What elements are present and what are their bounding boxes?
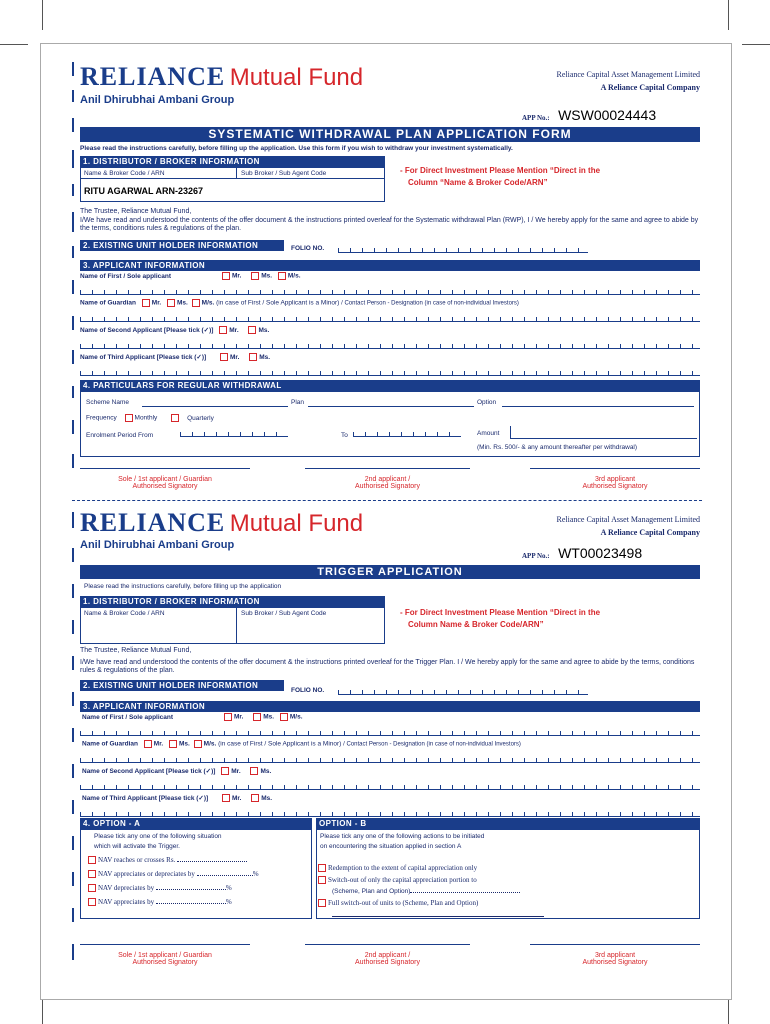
margin-mark — [72, 800, 74, 814]
margin-mark — [72, 316, 74, 330]
plan-input[interactable] — [308, 406, 474, 407]
margin-mark — [72, 944, 74, 960]
third-applicant-input[interactable] — [80, 367, 700, 376]
scheme-label: Scheme Name — [86, 399, 129, 406]
ms-label: Ms. — [177, 299, 188, 307]
logo-product: Mutual Fund — [229, 510, 364, 537]
checkbox[interactable] — [224, 713, 232, 721]
option-b-label: Redemption to the extent of capital appreciation only — [328, 864, 478, 872]
direct-note: - For Direct Investment Please Mention “Direct in the — [400, 608, 601, 617]
checkbox[interactable] — [125, 414, 133, 422]
checkbox[interactable] — [88, 898, 96, 906]
trigger-sec3-header: 3. APPLICANT INFORMATION — [80, 701, 700, 712]
direct-note: Column Name & Broker Code/ARN” — [408, 620, 544, 629]
option-b-item[interactable] — [318, 899, 478, 907]
margin-mark — [72, 656, 74, 670]
frequency-row — [86, 414, 214, 422]
checkbox[interactable] — [249, 353, 257, 361]
option-a-item[interactable] — [88, 870, 259, 878]
option-a-label: NAV depreciates by — [98, 884, 155, 892]
guardian-note: (in case of First / Sole Applicant is a Minor) — [216, 299, 340, 307]
crop-mark — [728, 1000, 729, 1024]
signature-2 — [305, 476, 470, 490]
checkbox[interactable] — [220, 353, 228, 361]
swp-sec3-header: 3. APPLICANT INFORMATION — [80, 260, 700, 271]
margin-mark — [72, 212, 74, 232]
logo-product: Mutual Fund — [229, 64, 364, 91]
checkbox[interactable] — [222, 272, 230, 280]
checkbox[interactable] — [88, 856, 96, 864]
signature-3 — [530, 952, 700, 966]
logo-brand: RELIANCE — [80, 62, 226, 91]
trigger-instruction: Please read the instructions carefully, before filling up the application — [84, 583, 282, 590]
company-sub: A Reliance Capital Company — [600, 83, 700, 92]
ms-label: Ms. — [261, 272, 273, 280]
option-b-label: (Scheme, Plan and Option) — [332, 888, 411, 895]
sig3-label: 3rd applicant — [594, 952, 636, 959]
mr-label: Mr. — [234, 713, 244, 721]
swp-sec2-header: 2. EXISTING UNIT HOLDER INFORMATION — [80, 240, 284, 251]
margin-mark — [72, 512, 74, 528]
margin-mark — [72, 420, 74, 434]
trigger-sec1-header: 1. DISTRIBUTOR / BROKER INFORMATION — [80, 596, 385, 607]
ms-label: Ms. — [261, 795, 273, 802]
ms-label: Ms. — [258, 327, 270, 334]
to-label: To — [341, 432, 348, 439]
checkbox[interactable] — [221, 767, 229, 775]
crop-mark — [742, 44, 770, 45]
amount-label: Amount — [477, 430, 500, 437]
swp-app-number — [522, 107, 656, 125]
first-applicant-input[interactable] — [80, 286, 700, 295]
margin-mark — [72, 90, 74, 102]
folio-input[interactable] — [338, 686, 588, 695]
margin-mark — [72, 908, 74, 922]
margin-mark — [72, 728, 74, 742]
checkbox[interactable] — [318, 864, 326, 872]
option-a-desc: which will activate the Trigger. — [94, 843, 180, 850]
checkbox[interactable] — [169, 740, 177, 748]
checkbox[interactable] — [251, 794, 259, 802]
sub-broker-col-label: Sub Broker / Sub Agent Code — [241, 170, 327, 177]
swp-sec1-header: 1. DISTRIBUTOR / BROKER INFORMATION — [80, 156, 385, 167]
checkbox[interactable] — [318, 899, 326, 907]
divider — [81, 178, 384, 179]
option-a-desc: Please tick any one of the following situation — [94, 833, 222, 840]
declaration: I/We have read and understood the contents of the offer document & the instructions printed overleaf for the Systematic withdrawal Plan (RWP), I / We hereby apply for the same and agree to abide by the terms, conditions rules & regulations of the plan. — [80, 217, 699, 232]
folio-input[interactable] — [338, 244, 588, 253]
margin-mark — [72, 118, 74, 132]
option-a-item[interactable] — [88, 898, 232, 906]
trigger-broker-box — [80, 607, 385, 644]
second-applicant-input[interactable] — [80, 781, 700, 790]
signature-3 — [530, 476, 700, 490]
margin-mark — [72, 872, 74, 886]
divider — [236, 608, 237, 643]
mr-label: Mr. — [232, 272, 242, 280]
option-a-label: NAV appreciates or depreciates by — [98, 870, 195, 878]
second-applicant-input[interactable] — [80, 340, 700, 349]
guardian-input[interactable] — [80, 754, 700, 763]
app-no-value: WSW00024443 — [558, 107, 657, 123]
ms-label: Ms. — [179, 740, 190, 748]
guardian-input[interactable] — [80, 313, 700, 322]
option-b-desc: Please tick any one of the following actions to be initiated — [320, 833, 485, 840]
guardian-note: (in case of First / Sole Applicant is a Minor) — [218, 740, 342, 748]
reliance-logo — [80, 508, 363, 538]
checkbox[interactable] — [192, 299, 200, 307]
sig3-sub: Authorised Signatory — [582, 959, 648, 966]
swp-title: SYSTEMATIC WITHDRAWAL PLAN APPLICATION FORM — [80, 127, 700, 142]
enrolment-from-input[interactable] — [180, 428, 288, 437]
third-applicant-row — [80, 353, 270, 361]
logo-group: Anil Dhirubhai Ambani Group — [80, 539, 235, 551]
broker-col-label: Name & Broker Code / ARN — [84, 610, 165, 617]
option-b-label: Full switch-out of units to (Scheme, Plan and Option) — [328, 899, 479, 907]
app-no-value: WT00023498 — [558, 545, 643, 561]
option-a-blank[interactable] — [156, 889, 226, 890]
enrolment-label: Enrolment Period From — [86, 432, 154, 439]
plan-label: Plan — [291, 399, 305, 406]
title-choices[interactable] — [222, 272, 301, 280]
swp-sec4-header: 4. PARTICULARS FOR REGULAR WITHDRAWAL — [80, 380, 700, 391]
option-label: Option — [477, 399, 497, 406]
option-b-label: Switch-out of only the capital appreciation portion to — [328, 876, 477, 884]
checkbox[interactable] — [278, 272, 286, 280]
quarterly-label: Quarterly — [187, 414, 214, 422]
trigger-sec2-header: 2. EXISTING UNIT HOLDER INFORMATION — [80, 680, 284, 691]
divider — [236, 168, 237, 178]
company-name: Reliance Capital Asset Management Limited — [556, 515, 700, 524]
checkbox[interactable] — [250, 767, 258, 775]
option-b-item2-cont — [332, 888, 520, 895]
scheme-input[interactable] — [142, 406, 288, 407]
mr-label: Mr. — [232, 795, 242, 802]
margin-mark — [72, 184, 74, 196]
percent-suffix: % — [252, 870, 259, 878]
mrs-label: M/s. — [287, 272, 301, 280]
ms-label: Ms. — [263, 713, 275, 721]
checkbox[interactable] — [248, 326, 256, 334]
ms-label: Ms. — [259, 354, 271, 361]
second-applicant-label: Name of Second Applicant [Please tick (✓)] — [80, 327, 214, 334]
margin-mark — [72, 620, 74, 634]
crop-mark — [42, 0, 43, 30]
first-applicant-label: Name of First / Sole applicant — [80, 273, 172, 280]
company-name: Reliance Capital Asset Management Limited — [556, 70, 700, 79]
first-applicant-input[interactable] — [80, 727, 700, 736]
app-label: APP No.: — [522, 114, 550, 122]
option-input[interactable] — [502, 406, 694, 407]
mr-label: Mr. — [151, 299, 162, 307]
margin-mark — [72, 150, 74, 168]
sig2-sub: Authorised Signatory — [355, 483, 420, 490]
checkbox[interactable] — [219, 326, 227, 334]
margin-mark — [72, 836, 74, 850]
option-a-label: NAV reaches or crosses Rs. — [98, 856, 176, 864]
sig2-label: 2nd applicant / — [364, 476, 411, 483]
sig3-sub: Authorised Signatory — [582, 483, 648, 490]
monthly-label: Monthly — [134, 414, 158, 422]
mrs-label: M/s. — [201, 299, 215, 307]
option-a-item[interactable] — [88, 884, 232, 892]
percent-suffix: % — [225, 884, 232, 892]
margin-mark — [72, 62, 74, 76]
margin-mark — [72, 454, 74, 468]
margin-mark — [72, 548, 74, 562]
margin-mark — [72, 692, 74, 706]
swp-instruction: Please read the instructions carefully, before filling up the application. Use this form if you wish to withdraw your investment systematically. — [80, 145, 513, 152]
checkbox[interactable] — [253, 713, 261, 721]
company-sub: A Reliance Capital Company — [600, 528, 700, 537]
option-b-blank[interactable] — [410, 892, 520, 893]
margin-mark — [72, 386, 74, 398]
guardian-label: Name of Guardian — [80, 299, 136, 307]
enrolment-to-input[interactable] — [353, 428, 461, 437]
trustee-line: The Trustee, Reliance Mutual Fund, — [80, 647, 192, 654]
third-applicant-label: Name of Third Applicant [Please tick (✓)] — [82, 795, 209, 802]
sig1-sub: Authorised Signatory — [132, 483, 198, 490]
ms-label: Ms. — [260, 768, 272, 775]
margin-mark — [72, 584, 74, 598]
title-choices[interactable] — [224, 713, 303, 721]
option-a-blank[interactable] — [177, 861, 247, 862]
broker-col-label: Name & Broker Code / ARN — [84, 170, 165, 177]
option-b-blank[interactable] — [332, 916, 544, 917]
trustee-line: The Trustee, Reliance Mutual Fund, — [80, 208, 192, 215]
cut-line — [72, 500, 702, 501]
signature-1 — [80, 952, 250, 966]
signature-line — [305, 944, 470, 945]
option-a-label: NAV appreciates by — [98, 898, 155, 906]
mr-label: Mr. — [229, 327, 239, 334]
swp-broker-box — [80, 167, 385, 202]
checkbox[interactable] — [222, 794, 230, 802]
guardian-row — [80, 299, 519, 307]
sig1-label: Sole / 1st applicant / Guardian — [118, 952, 212, 959]
option-a-blank[interactable] — [197, 875, 253, 876]
reliance-logo — [80, 62, 363, 92]
signature-line — [80, 468, 250, 469]
checkbox[interactable] — [251, 272, 259, 280]
checkbox[interactable] — [88, 870, 96, 878]
margin-mark — [72, 280, 74, 294]
folio-label: FOLIO NO. — [291, 245, 325, 252]
mrs-label: M/s. — [203, 740, 217, 748]
checkbox[interactable] — [167, 299, 175, 307]
margin-mark — [72, 246, 74, 258]
crop-mark — [42, 1000, 43, 1024]
signature-line — [80, 944, 250, 945]
sig2-label: 2nd applicant / — [364, 952, 411, 959]
min-note: (Min. Rs. 500/- & any amount thereafter per withdrawal) — [477, 444, 638, 451]
option-a-item[interactable] — [88, 856, 247, 864]
crop-mark — [728, 0, 729, 30]
third-applicant-row — [82, 794, 272, 802]
checkbox[interactable] — [171, 414, 179, 422]
mrs-label: M/s. — [289, 713, 303, 721]
first-applicant-label: Name of First / Sole applicant — [82, 714, 174, 721]
checkbox[interactable] — [144, 740, 152, 748]
direct-note: - For Direct Investment Please Mention “Direct in the — [400, 166, 601, 175]
checkbox[interactable] — [280, 713, 288, 721]
contact-note: / Contact Person - Designation (in case of non-individual Investors) — [343, 741, 521, 748]
sig2-sub: Authorised Signatory — [355, 959, 420, 966]
third-applicant-input[interactable] — [80, 808, 700, 817]
second-applicant-label: Name of Second Applicant [Please tick (✓)] — [82, 768, 216, 775]
trigger-app-number — [522, 545, 642, 563]
signature-2 — [305, 952, 470, 966]
sig1-label: Sole / 1st applicant / Guardian — [118, 476, 212, 483]
app-label: APP No.: — [522, 552, 550, 560]
crop-mark — [0, 44, 28, 45]
guardian-row — [82, 740, 521, 748]
logo-group: Anil Dhirubhai Ambani Group — [80, 94, 235, 106]
mr-label: Mr. — [231, 768, 241, 775]
option-b-header: OPTION - B — [316, 818, 700, 829]
declaration: I/We have read and understood the contents of the offer document & the instructions printed overleaf for the Trigger Plan. I / We hereby apply for the same and agree to abide by the terms, conditions rules & regulations of the plan. — [80, 659, 695, 674]
second-applicant-row — [82, 767, 271, 775]
option-a-header: 4. OPTION - A — [80, 818, 312, 829]
contact-note: / Contact Person - Designation (in case of non-individual Investors) — [341, 300, 519, 307]
sig1-sub: Authorised Signatory — [132, 959, 198, 966]
logo-brand: RELIANCE — [80, 508, 226, 537]
direct-note: Column “Name & Broker Code/ARN” — [408, 178, 548, 187]
percent-suffix: % — [225, 898, 232, 906]
margin-mark — [72, 764, 74, 778]
sig3-label: 3rd applicant — [594, 476, 636, 483]
third-applicant-label: Name of Third Applicant [Please tick (✓)] — [80, 354, 207, 361]
option-b-item[interactable] — [318, 864, 477, 872]
guardian-label: Name of Guardian — [82, 740, 138, 748]
signature-line — [530, 944, 700, 945]
signature-line — [305, 468, 470, 469]
signature-line — [530, 468, 700, 469]
option-b-desc: on encountering the situation applied in section A — [320, 843, 462, 850]
frequency-label: Frequency — [86, 414, 117, 422]
mr-label: Mr. — [230, 354, 240, 361]
folio-label: FOLIO NO. — [291, 687, 325, 694]
second-applicant-row — [80, 326, 269, 334]
signature-1 — [80, 476, 250, 490]
option-b-item[interactable] — [318, 876, 477, 884]
trigger-title: TRIGGER APPLICATION — [80, 565, 700, 579]
mr-label: Mr. — [153, 740, 164, 748]
sub-broker-col-label: Sub Broker / Sub Agent Code — [241, 610, 327, 617]
checkbox[interactable] — [318, 876, 326, 884]
amount-input[interactable] — [510, 426, 697, 439]
checkbox[interactable] — [88, 884, 96, 892]
broker-value[interactable]: RITU AGARWAL ARN-23267 — [84, 186, 204, 196]
option-a-blank[interactable] — [156, 903, 226, 904]
margin-mark — [72, 350, 74, 364]
checkbox[interactable] — [194, 740, 202, 748]
checkbox[interactable] — [142, 299, 150, 307]
